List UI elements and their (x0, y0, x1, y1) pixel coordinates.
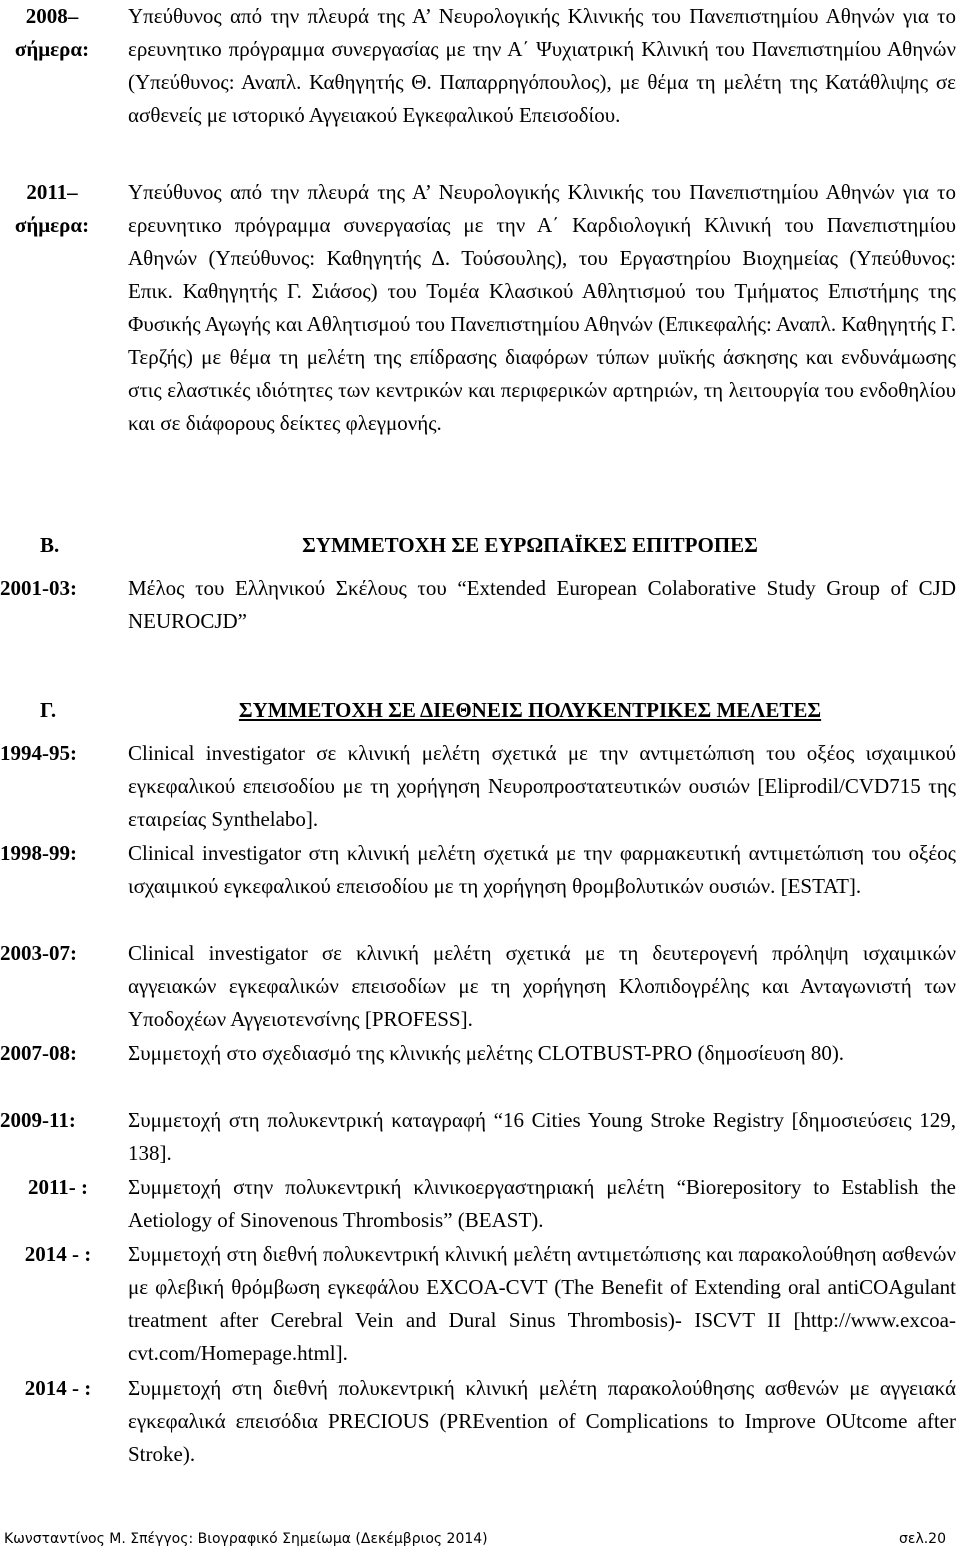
footer-title: Κωνσταντίνος Μ. Σπέγγος: Βιογραφικό Σημείωμα (Δεκέμβριος 2014) (4, 1531, 488, 1547)
entry-text: Συμμετοχή στη διεθνή πολυκεντρική κλινική μελέτη αντιμετώπισης και παρακολούθηση ασθενών με φλεβική θρόμβωση εγκεφάλου EXCOA-CVT (The Benefit of Extending oral antiCOAgulant treatment after Cerebral Vein and Dural Sinus Thrombosis)- ISCVT II [http://www.excoa-cvt.com/Homepage.html]. (128, 1242, 956, 1365)
section-c-letter: Γ. (40, 698, 57, 722)
entry-label: 2001-03: (0, 576, 77, 600)
page-footer (0, 1530, 960, 1549)
entry-text: Clinical investigator στη κλινική μελέτη σχετικά με την φαρμακευτική αντιμετώπιση του οξέος ισχαιμικού εγκεφαλικού επεισοδίου με τη χορήγηση θρομβολυτικών ουσιών. [ESTAT]. (128, 841, 956, 898)
entry-text: Συμμετοχή στην πολυκεντρική κλινικοεργαστηριακή μελέτη “Biorepository to Establish the Aetiology of Sinovenous Thrombosis” (BEAST). (128, 1175, 956, 1232)
entry-text: Συμμετοχή στο σχεδιασμό της κλινικής μελέτης CLOTBUST-PRO (δημοσίευση 80). (128, 1041, 845, 1065)
entry-text: Clinical investigator σε κλινική μελέτη σχετικά με την αντιμετώπιση του οξέος ισχαιμικού εγκεφαλικού επεισοδίου με τη χορήγηση Νευροπροστατευτικών ουσιών [Eliprodil/CVD715 της εταιρείας Synthelabo]. (128, 741, 956, 831)
entry-label: 2014 - : (24, 1376, 92, 1400)
section-b-letter: Β. (40, 533, 60, 557)
entry-label: 1994-95: (0, 741, 77, 765)
entry-label: 2007-08: (0, 1041, 77, 1065)
section-b-title: ΣΥΜΜΕΤΟΧΗ ΣΕ ΕΥΡΩΠΑΪΚΕΣ ΕΠΙΤΡΟΠΕΣ (302, 533, 758, 557)
section-c-title: ΣΥΜΜΕΤΟΧΗ ΣΕ ΔΙΕΘΝΕΙΣ ΠΟΛΥΚΕΝΤΡΙΚΕΣ ΜΕΛΕΤΕΣ (238, 698, 822, 722)
entry-label (0, 0, 104, 66)
entry-label: 1998-99: (0, 841, 77, 865)
entry-text: Μέλος του Ελληνικού Σκέλους του “Extended European Colaborative Study Group of CJD NEUROCJD” (128, 576, 956, 633)
entry-label-line-2: σήμερα: (14, 213, 90, 237)
entry-label: 2014 - : (24, 1242, 92, 1266)
entry-label: 2011- : (27, 1175, 89, 1199)
entry-text: Υπεύθυνος από την πλευρά της Α’ Νευρολογικής Κλινικής του Πανεπιστημίου Αθηνών για το ερευνητικο πρόγραμμα συνεργασίας με την Α΄ Ψυχιατρική Κλινική του Πανεπιστημίου Αθηνών (Υπεύθυνος: Αναπλ. Καθηγητής Θ. Παπαρρηγόπουλος), με θέμα τη μελέτη της Κατάθλιψης σε ασθενείς με ιστορικό Αγγειακού Εγκεφαλικού Επεισοδίου. (128, 4, 956, 127)
entry-label-line-1: 2011– (26, 180, 78, 204)
entry-text: Συμμετοχή στη πολυκεντρική καταγραφή “16 Cities Young Stroke Registry [δημοσιεύσεις 129, 138]. (128, 1108, 956, 1165)
entry-text: Υπεύθυνος από την πλευρά της Α’ Νευρολογικής Κλινικής του Πανεπιστημίου Αθηνών για το ερευνητικο πρόγραμμα συνεργασίας με την Α΄ Καρδιολογική Κλινική του Πανεπιστημίου Αθηνών (Υπεύθυνος: Καθηγητής Δ. Τούσουλης), του Εργαστηρίου Βιοχημείας (Υπεύθυνος: Επικ. Καθηγητής Γ. Σιάσος) του Τομέα Κλασικού Αθλητισμού του Τμήματος Επιστήμης της Φυσικής Αγωγής και Αθλητισμού του Πανεπιστημίου Αθηνών (Επικεφαλής: Αναπλ. Καθηγητής Γ. Τερζής) με θέμα τη μελέτη της επίδρασης διαφόρων τύπων μυϊκής άσκησης και ενδυνάμωσης στις ελαστικές ιδιότητες των κεντρικών και περιφερικών αρτηριών, τη λειτουργία του ενδοθηλίου και σε διάφορους δείκτες φλεγμονής. (128, 180, 956, 435)
entry-text: Clinical investigator σε κλινική μελέτη σχετικά με τη δευτερογενή πρόληψη ισχαιμικών αγγειακών εγκεφαλικών επεισοδίων με τη χορήγηση Κλοπιδογρέλης και Ανταγωνιστή των Υποδοχέων Αγγειοτενσίνης [PROFESS]. (128, 941, 956, 1031)
entry-label-line-1: 2008– (25, 4, 79, 28)
entry-label-line-2: σήμερα: (14, 37, 90, 61)
page-number: σελ.20 (899, 1531, 946, 1547)
entry-label: 2003-07: (0, 941, 77, 965)
entry-label: 2009-11: (0, 1108, 76, 1132)
entry-label (0, 176, 104, 242)
entry-text: Συμμετοχή στη διεθνή πολυκεντρική κλινική μελέτη παρακολούθησης ασθενών με αγγειακά εγκεφαλικά επεισόδια PRECIOUS (PREvention of Complications to Improve OUtcome after Stroke). (128, 1376, 956, 1466)
